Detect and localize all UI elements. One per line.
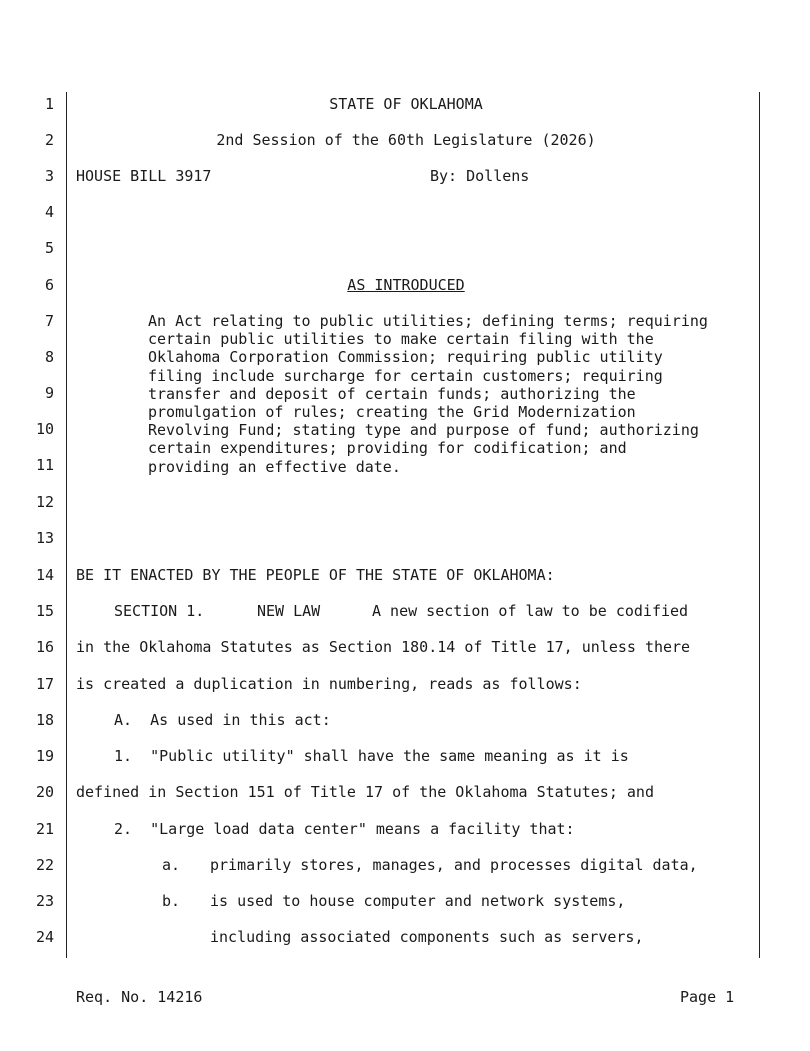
body-line: is created a duplication in numbering, reads as follows: <box>76 675 582 693</box>
line-number: 11 <box>35 456 54 474</box>
bill-abstract: An Act relating to public utilities; defining terms; requiring certain public utilities to make certain filing with the Oklahoma Corporation Commission; requiring public utility filing include surcharge for certain customers; requiring transfer and deposit of certain funds; authorizing the promulgation of rules; creating the Grid Modernization Revolving Fund; stating type and purpose of fund; authorizing certain expenditures; providing for codification; and providing an effective date. <box>148 312 708 476</box>
line-number: 6 <box>44 276 54 294</box>
line-number: 15 <box>35 602 54 620</box>
line-number: 10 <box>35 420 54 438</box>
line-number: 18 <box>35 711 54 729</box>
request-number: Req. No. 14216 <box>76 988 203 1006</box>
session-heading: 2nd Session of the 60th Legislature (2026) <box>216 131 596 149</box>
line-number: 20 <box>35 783 54 801</box>
line-number: 13 <box>35 529 54 547</box>
line-number: 22 <box>35 856 54 874</box>
section-label: SECTION 1. <box>114 602 205 620</box>
line-number: 1 <box>44 95 54 113</box>
page-number: Page 1 <box>680 988 735 1006</box>
item-a-label: a. <box>162 856 181 874</box>
bill-author: By: Dollens <box>430 167 530 185</box>
item-b-continuation: including associated components such as servers, <box>210 928 644 946</box>
line-number: 21 <box>35 820 54 838</box>
line-number: 12 <box>35 493 54 511</box>
line-number: 3 <box>44 167 54 185</box>
line-number: 19 <box>35 747 54 765</box>
line-number: 24 <box>35 928 54 946</box>
line-number: 8 <box>44 348 54 366</box>
line-number: 7 <box>44 312 54 330</box>
definition-2: 2. "Large load data center" means a facility that: <box>114 820 575 838</box>
line-number: 2 <box>44 131 54 149</box>
item-b-text: is used to house computer and network systems, <box>210 892 626 910</box>
new-law-label: NEW LAW <box>257 602 321 620</box>
line-number: 23 <box>35 892 54 910</box>
state-heading: STATE OF OKLAHOMA <box>329 95 483 113</box>
enacting-clause: BE IT ENACTED BY THE PEOPLE OF THE STATE OF OKLAHOMA: <box>76 566 555 584</box>
subsection-a: A. As used in this act: <box>114 711 331 729</box>
line-number: 9 <box>44 384 54 402</box>
line-number: 17 <box>35 675 54 693</box>
line-number: 14 <box>35 566 54 584</box>
definition-1: 1. "Public utility" shall have the same meaning as it is <box>114 747 629 765</box>
bill-number: HOUSE BILL 3917 <box>76 167 212 185</box>
line-number: 16 <box>35 638 54 656</box>
right-margin-rule <box>759 92 760 958</box>
body-line: in the Oklahoma Statutes as Section 180.14 of Title 17, unless there <box>76 638 691 656</box>
section-intro: A new section of law to be codified <box>372 602 689 620</box>
item-b-label: b. <box>162 892 181 910</box>
line-number: 5 <box>44 239 54 257</box>
line-number: 4 <box>44 203 54 221</box>
left-margin-rule <box>66 92 67 958</box>
bill-status: AS INTRODUCED <box>347 276 465 294</box>
item-a-text: primarily stores, manages, and processes digital data, <box>210 856 698 874</box>
body-line: defined in Section 151 of Title 17 of the Oklahoma Statutes; and <box>76 783 654 801</box>
